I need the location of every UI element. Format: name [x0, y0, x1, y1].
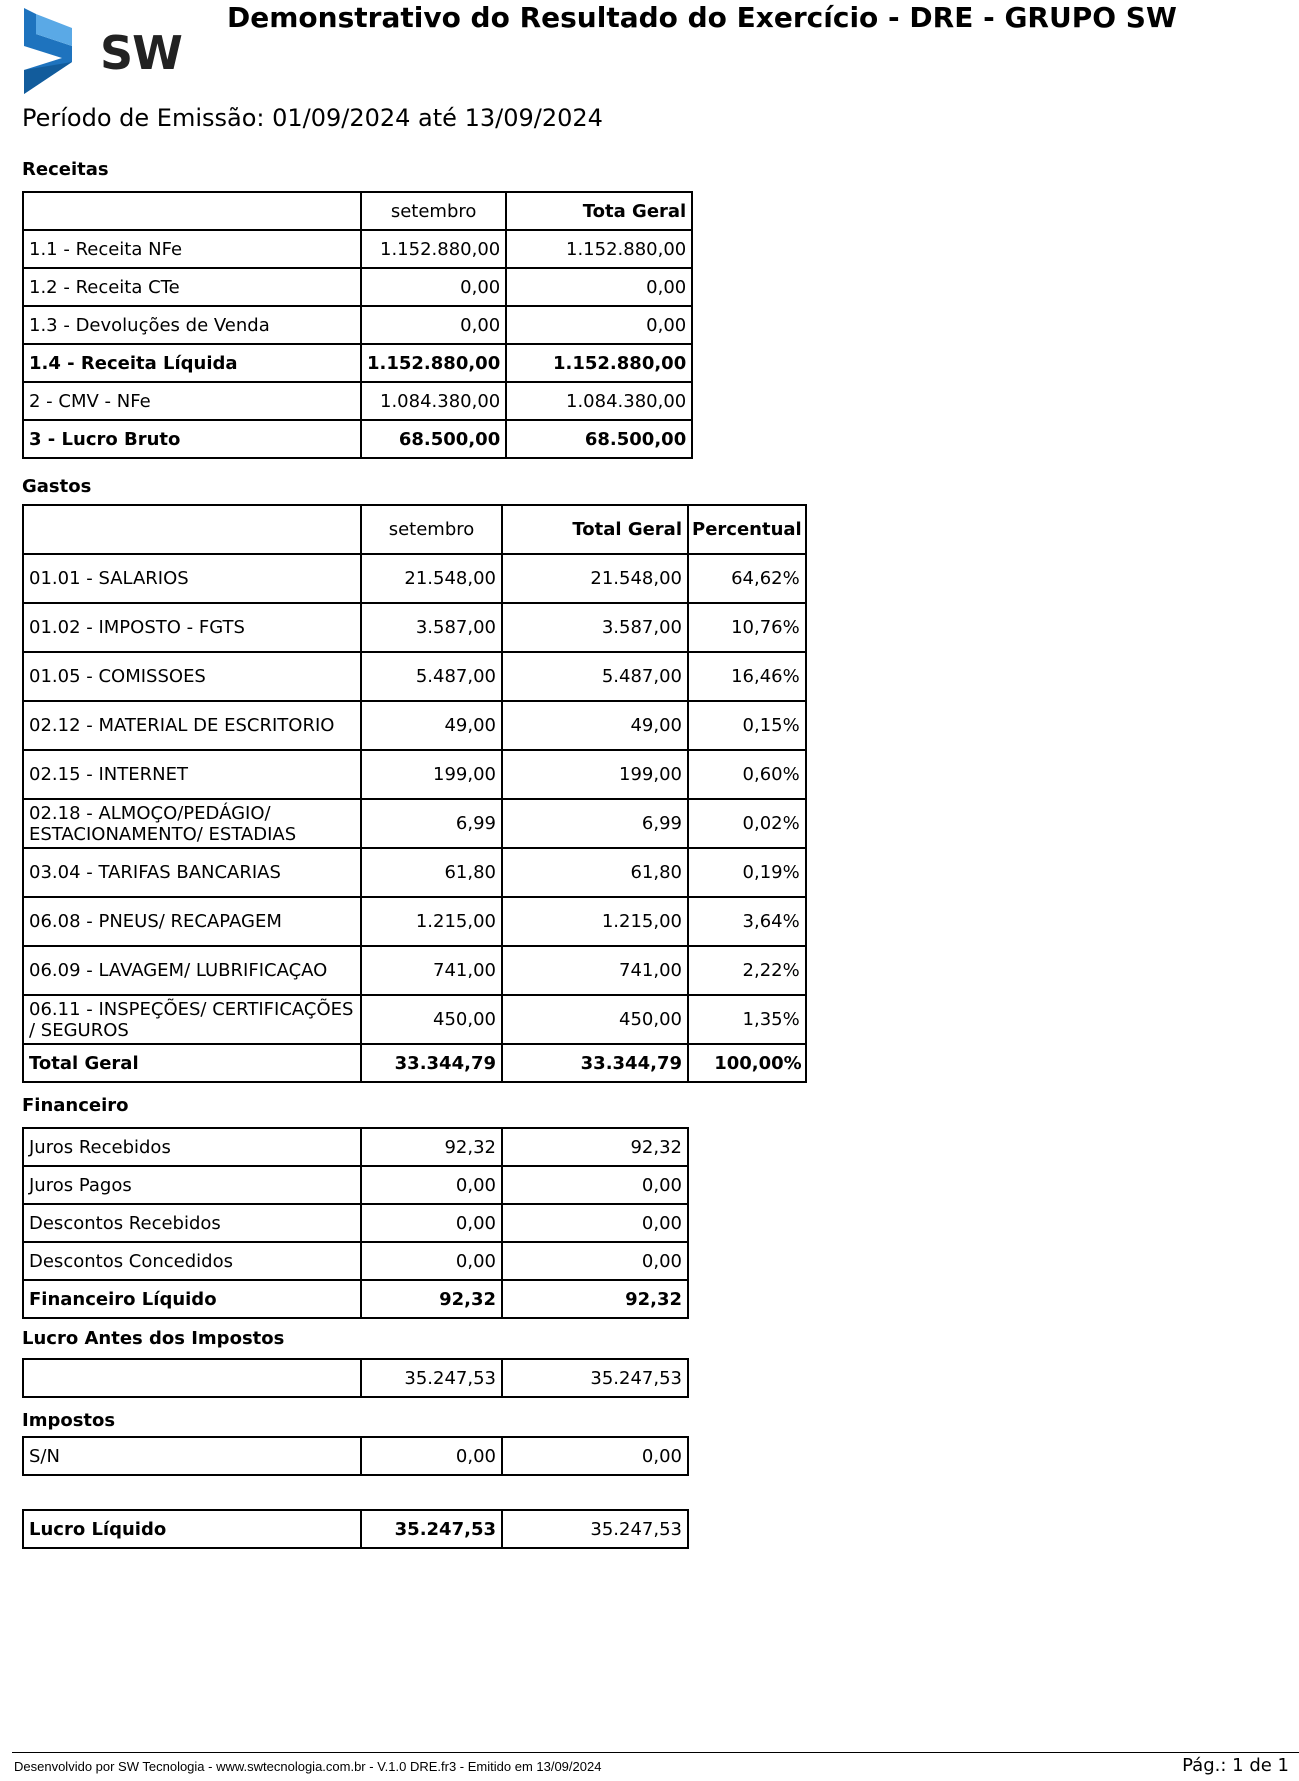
- row-month-value: 0,00: [361, 1437, 502, 1475]
- table-header-row: [23, 505, 806, 554]
- row-month-value: 35.247,53: [361, 1510, 502, 1548]
- row-month-value: 0,00: [361, 306, 506, 344]
- row-name: 1.3 - Devoluções de Venda: [23, 306, 361, 344]
- row-name: 06.11 - INSPEÇÕES/ CERTIFICAÇÕES / SEGUROS: [23, 995, 361, 1044]
- row-total-value: 0,00: [506, 306, 692, 344]
- row-name: Juros Recebidos: [23, 1128, 361, 1166]
- logo-text: SW: [100, 26, 182, 80]
- table-row: [23, 1510, 688, 1548]
- row-month-value: 21.548,00: [361, 554, 502, 603]
- row-name: 02.18 - ALMOÇO/PEDÁGIO/ ESTACIONAMENTO/ ESTADIAS: [23, 799, 361, 848]
- row-name: 01.01 - SALARIOS: [23, 554, 361, 603]
- section-lucro-antes-label: Lucro Antes dos Impostos: [22, 1328, 285, 1349]
- row-percent-value: 3,64%: [688, 897, 806, 946]
- row-percent-value: 16,46%: [688, 652, 806, 701]
- footer-divider: [12, 1752, 1299, 1753]
- header-cell-month: setembro: [361, 192, 506, 230]
- row-name: S/N: [23, 1437, 361, 1475]
- section-gastos-label: Gastos: [22, 476, 92, 497]
- table-header-row: [23, 192, 692, 230]
- row-total-value: 92,32: [502, 1280, 688, 1318]
- row-month-value: 0,00: [361, 268, 506, 306]
- row-name: 02.15 - INTERNET: [23, 750, 361, 799]
- lucro-liquido-table: [22, 1509, 689, 1549]
- financeiro-table: [22, 1127, 689, 1319]
- header-cell-percent: Percentual: [688, 505, 806, 554]
- row-name: 2 - CMV - NFe: [23, 382, 361, 420]
- row-month-value: 92,32: [361, 1280, 502, 1318]
- row-percent-value: 0,15%: [688, 701, 806, 750]
- row-total-value: 0,00: [506, 268, 692, 306]
- row-name: 06.08 - PNEUS/ RECAPAGEM: [23, 897, 361, 946]
- table-row: [23, 1242, 688, 1280]
- row-total-value: 741,00: [502, 946, 688, 995]
- section-financeiro-label: Financeiro: [22, 1095, 129, 1116]
- row-month-value: 5.487,00: [361, 652, 502, 701]
- row-month-value: 68.500,00: [361, 420, 506, 458]
- row-month-value: 61,80: [361, 848, 502, 897]
- page-number: Pág.: 1 de 1: [1182, 1755, 1289, 1776]
- table-row: [23, 1166, 688, 1204]
- company-logo: [22, 6, 182, 96]
- table-row: [23, 603, 806, 652]
- row-name: 1.4 - Receita Líquida: [23, 344, 361, 382]
- row-total-value: 1.152.880,00: [506, 344, 692, 382]
- row-total-value: 92,32: [502, 1128, 688, 1166]
- table-row: [23, 344, 692, 382]
- table-row: [23, 799, 806, 848]
- footer-credits: Desenvolvido por SW Tecnologia - www.swtecnologia.com.br - V.1.0 DRE.fr3 - Emitido em 13/09/2024: [14, 1759, 602, 1774]
- row-month-value: 0,00: [361, 1166, 502, 1204]
- row-total-value: 33.344,79: [502, 1044, 688, 1082]
- header-cell-total: Total Geral: [502, 505, 688, 554]
- row-total-value: 68.500,00: [506, 420, 692, 458]
- row-percent-value: 0,02%: [688, 799, 806, 848]
- row-name: 01.05 - COMISSOES: [23, 652, 361, 701]
- page-title: Demonstrativo do Resultado do Exercício - DRE - GRUPO SW: [227, 1, 1177, 34]
- table-row: [23, 1204, 688, 1242]
- row-name: Descontos Recebidos: [23, 1204, 361, 1242]
- row-name: 3 - Lucro Bruto: [23, 420, 361, 458]
- row-month-value: 6,99: [361, 799, 502, 848]
- row-total-value: 450,00: [502, 995, 688, 1044]
- row-name: Financeiro Líquido: [23, 1280, 361, 1318]
- row-name: 02.12 - MATERIAL DE ESCRITORIO: [23, 701, 361, 750]
- row-total-value: 5.487,00: [502, 652, 688, 701]
- row-month-value: 33.344,79: [361, 1044, 502, 1082]
- row-total-value: 0,00: [502, 1242, 688, 1280]
- header-cell-total: Tota Geral: [506, 192, 692, 230]
- impostos-table: [22, 1436, 689, 1476]
- table-row: [23, 1359, 688, 1397]
- row-month-value: 3.587,00: [361, 603, 502, 652]
- row-total-value: 35.247,53: [502, 1510, 688, 1548]
- row-month-value: 0,00: [361, 1204, 502, 1242]
- row-total-value: 6,99: [502, 799, 688, 848]
- row-month-value: 450,00: [361, 995, 502, 1044]
- table-row: [23, 1280, 688, 1318]
- row-name: [23, 1359, 361, 1397]
- row-percent-value: 10,76%: [688, 603, 806, 652]
- row-name: Juros Pagos: [23, 1166, 361, 1204]
- row-month-value: 1.084.380,00: [361, 382, 506, 420]
- table-row: [23, 230, 692, 268]
- header-cell-month: setembro: [361, 505, 502, 554]
- row-name: 06.09 - LAVAGEM/ LUBRIFICAÇAO: [23, 946, 361, 995]
- row-total-value: 0,00: [502, 1437, 688, 1475]
- row-total-value: 1.084.380,00: [506, 382, 692, 420]
- row-total-value: 1.152.880,00: [506, 230, 692, 268]
- section-impostos-label: Impostos: [22, 1410, 116, 1431]
- header-cell-empty: [23, 505, 361, 554]
- row-month-value: 199,00: [361, 750, 502, 799]
- row-total-value: 1.215,00: [502, 897, 688, 946]
- row-percent-value: 64,62%: [688, 554, 806, 603]
- table-row: [23, 652, 806, 701]
- row-month-value: 35.247,53: [361, 1359, 502, 1397]
- row-name: 01.02 - IMPOSTO - FGTS: [23, 603, 361, 652]
- emission-period: Período de Emissão: 01/09/2024 até 13/09/2024: [22, 104, 603, 132]
- table-row: [23, 268, 692, 306]
- table-row: [23, 554, 806, 603]
- row-total-value: 35.247,53: [502, 1359, 688, 1397]
- row-month-value: 49,00: [361, 701, 502, 750]
- row-name: 1.2 - Receita CTe: [23, 268, 361, 306]
- row-total-value: 0,00: [502, 1166, 688, 1204]
- table-row: [23, 1437, 688, 1475]
- row-month-value: 741,00: [361, 946, 502, 995]
- row-percent-value: 1,35%: [688, 995, 806, 1044]
- gastos-table: [22, 504, 807, 1083]
- row-total-value: 3.587,00: [502, 603, 688, 652]
- row-month-value: 0,00: [361, 1242, 502, 1280]
- row-total-value: 61,80: [502, 848, 688, 897]
- row-name: Descontos Concedidos: [23, 1242, 361, 1280]
- header-cell-empty: [23, 192, 361, 230]
- row-name: 03.04 - TARIFAS BANCARIAS: [23, 848, 361, 897]
- lucro-antes-table: [22, 1358, 689, 1398]
- table-row: [23, 306, 692, 344]
- row-month-value: 1.152.880,00: [361, 230, 506, 268]
- table-row: [23, 750, 806, 799]
- row-percent-value: 0,19%: [688, 848, 806, 897]
- table-row: [23, 897, 806, 946]
- receitas-table: [22, 191, 693, 459]
- table-row: [23, 1128, 688, 1166]
- table-row: [23, 701, 806, 750]
- row-name: Total Geral: [23, 1044, 361, 1082]
- table-row: [23, 946, 806, 995]
- row-month-value: 92,32: [361, 1128, 502, 1166]
- row-name: 1.1 - Receita NFe: [23, 230, 361, 268]
- row-name: Lucro Líquido: [23, 1510, 361, 1548]
- table-row: [23, 382, 692, 420]
- table-row: [23, 420, 692, 458]
- table-row: [23, 848, 806, 897]
- row-total-value: 199,00: [502, 750, 688, 799]
- row-total-value: 0,00: [502, 1204, 688, 1242]
- row-percent-value: 0,60%: [688, 750, 806, 799]
- row-percent-value: 100,00%: [688, 1044, 806, 1082]
- row-percent-value: 2,22%: [688, 946, 806, 995]
- table-row: [23, 995, 806, 1044]
- row-month-value: 1.215,00: [361, 897, 502, 946]
- table-total-row: [23, 1044, 806, 1082]
- section-receitas-label: Receitas: [22, 159, 109, 180]
- sw-logo-icon: [22, 6, 92, 96]
- row-month-value: 1.152.880,00: [361, 344, 506, 382]
- row-total-value: 49,00: [502, 701, 688, 750]
- row-total-value: 21.548,00: [502, 554, 688, 603]
